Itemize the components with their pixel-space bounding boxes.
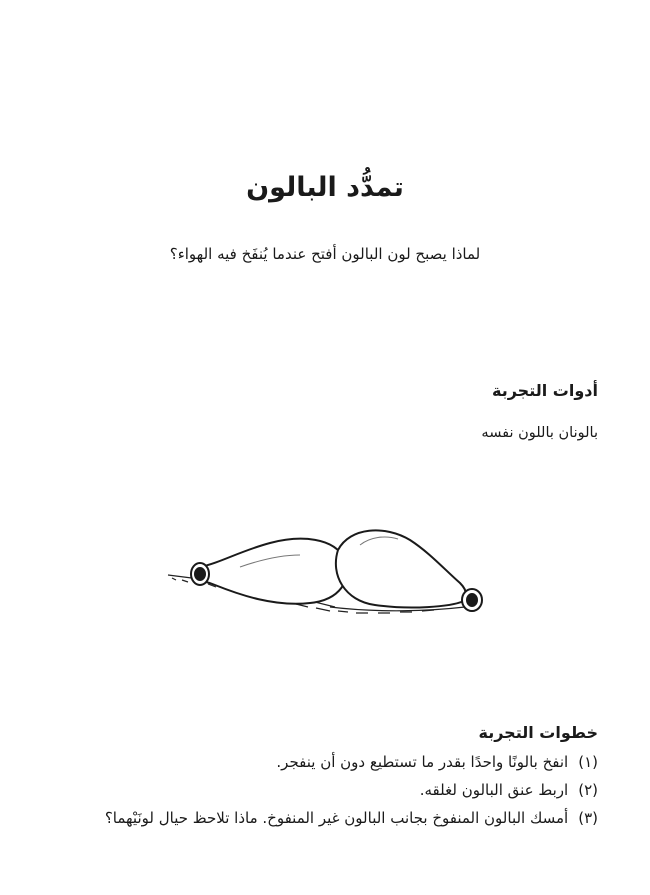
list-item (105, 750, 598, 778)
step-text: اربط عنق البالون لغلقه. (419, 781, 569, 799)
steps-list (105, 750, 598, 834)
list-item (105, 778, 598, 806)
tools-heading: أدوات التجربة (492, 381, 598, 400)
step-number: (٢) (578, 781, 598, 799)
list-item (105, 806, 598, 834)
step-number: (١) (578, 753, 598, 771)
experiment-question: لماذا يصبح لون البالون أفتح عندما يُنفَخ فيه الهواء؟ (169, 245, 481, 263)
left-balloon (200, 539, 347, 604)
page-title: تمدُّد البالون (246, 172, 404, 203)
right-balloon (336, 530, 466, 607)
step-text: انفخ بالونًا واحدًا بقدر ما تستطيع دون أن ينفجر. (276, 753, 569, 771)
two-balloons-illustration (160, 515, 490, 620)
tools-text: بالونان باللون نفسه (481, 425, 598, 441)
step-text: أمسك البالون المنفوخ بجانب البالون غير المنفوخ. ماذا تلاحظ حيال لونَيْهما؟ (104, 809, 569, 827)
right-balloon-neck (462, 589, 482, 611)
left-balloon-neck (191, 563, 209, 585)
step-number: (٣) (578, 809, 598, 827)
steps-heading: خطوات التجربة (478, 723, 598, 742)
